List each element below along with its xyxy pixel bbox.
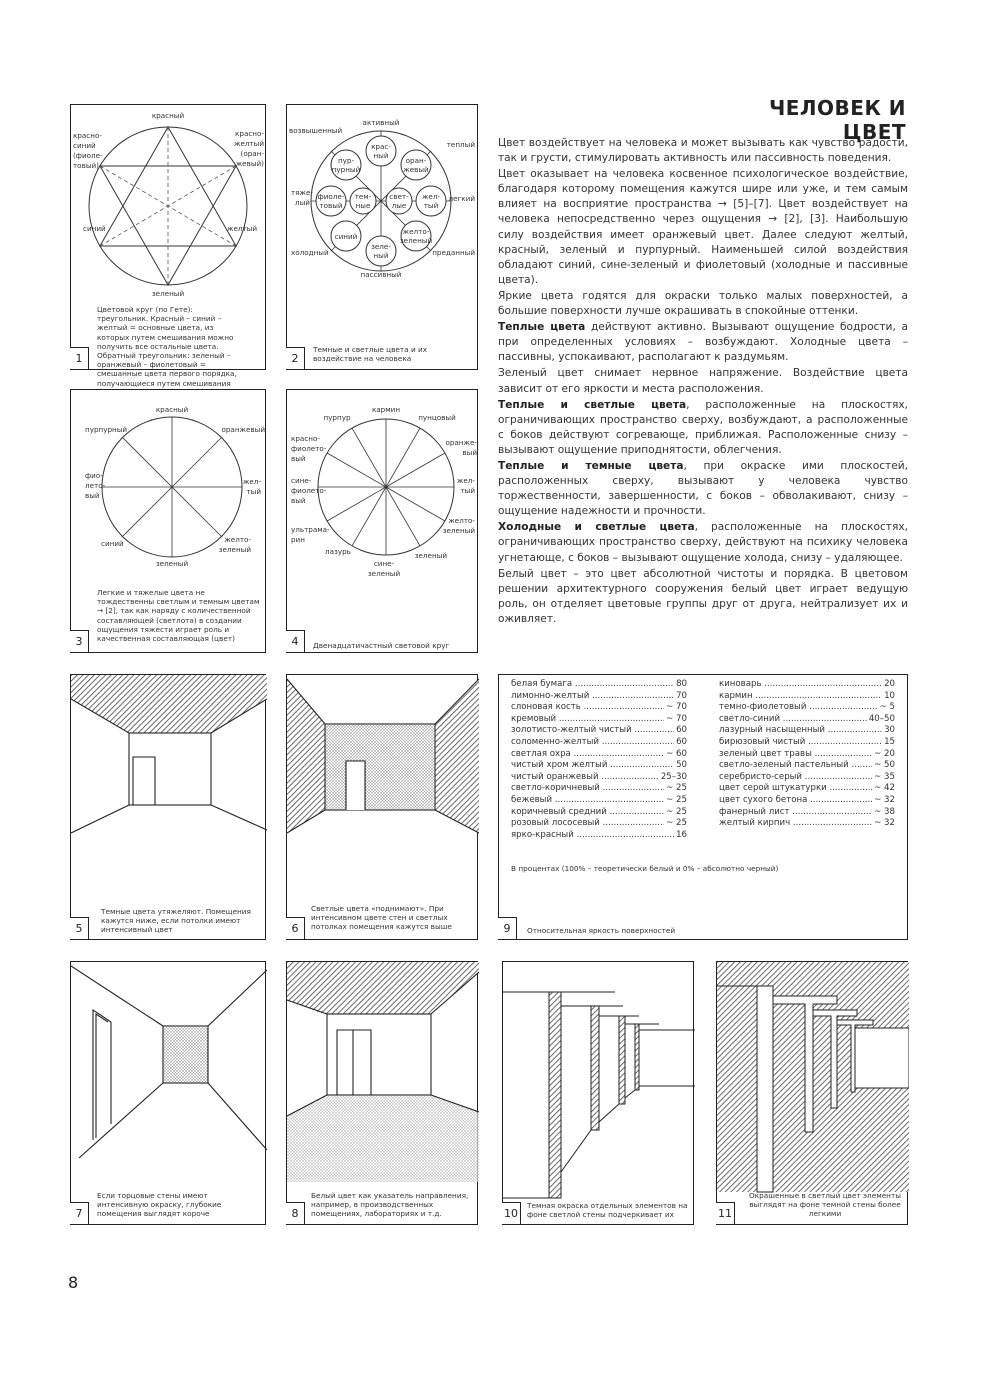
figure-8-white-direction-room bbox=[286, 961, 478, 1225]
svg-text:тем-: тем- bbox=[354, 192, 372, 201]
table-row: розовый лососевый ..... ~ 25 bbox=[511, 818, 687, 830]
table-row: желтый кирпич ..... ~ 32 bbox=[719, 818, 895, 830]
table-row: лимонно-желтый ..... 70 bbox=[511, 691, 687, 703]
twelve-part-circle bbox=[287, 390, 479, 654]
svg-text:пунцовый: пунцовый bbox=[418, 413, 456, 422]
figure-caption: Двенадцатичастный световой круг bbox=[313, 641, 450, 650]
table-row: темно-фиолетовый ..... ~ 5 bbox=[719, 702, 895, 714]
svg-text:лазурь: лазурь bbox=[325, 547, 351, 556]
table-row: киноварь ..... 20 bbox=[719, 679, 895, 691]
figure-9-relative-brightness bbox=[498, 674, 908, 940]
paragraph: Теплые и темные цвета, при окраске ими плоскостей, расположенных сверху, вызывают у человека чувство торжественности, завершенности, с боков – обволакивают, снизу – ощущение надежности и прочности. bbox=[498, 459, 908, 518]
figure-2-dark-light-colors bbox=[286, 104, 478, 370]
svg-text:зеленый: зеленый bbox=[367, 569, 401, 578]
svg-text:зеленый: зеленый bbox=[442, 526, 475, 535]
table-row: бежевый ..... ~ 25 bbox=[511, 795, 687, 807]
svg-text:красно-: красно- bbox=[291, 434, 320, 443]
svg-text:желто-: желто- bbox=[448, 516, 475, 525]
svg-text:пассивный: пассивный bbox=[360, 270, 402, 279]
svg-text:жевый: жевый bbox=[403, 165, 429, 174]
paragraph: Цвет оказывает на человека косвенное психологическое воздействие, благодаря которому помещения кажутся шире или уже, и тем самым влияет на восприятие пространства → [5]–[7]. Цвет воздействует на человека непосредственно через ощущения → [2], [3]. Наибольшую силу воздействия имеет оранжевый цвет. Далее следуют желтый, красный, зеленый и пурпурный. Наименьшей силой воздействия обладают синий, сине-зеленый и фиолетовый (холодные и пассивные цвета). bbox=[498, 168, 908, 286]
table-row: соломенно-желтый ..... 60 bbox=[511, 737, 687, 749]
table-row: светло-коричневый ..... ~ 25 bbox=[511, 783, 687, 795]
svg-text:ультрама-: ультрама- bbox=[291, 525, 330, 534]
table-row: белая бумага ..... 80 bbox=[511, 679, 687, 691]
figure-number: 7 bbox=[70, 1202, 89, 1225]
svg-text:теплый: теплый bbox=[446, 140, 475, 149]
figure-number: 2 bbox=[286, 347, 305, 370]
brightness-table-right bbox=[719, 679, 895, 830]
table-row: ярко-красный ..... 16 bbox=[511, 830, 687, 842]
figure-7-deep-room bbox=[70, 961, 266, 1225]
page-title: ЧЕЛОВЕК И ЦВЕТ bbox=[769, 96, 906, 144]
figure-number: 3 bbox=[70, 630, 89, 653]
table-row: цвет серой штукатурки ..... ~ 42 bbox=[719, 783, 895, 795]
room-perspective bbox=[287, 962, 479, 1226]
figure-caption: Темные и светлые цвета и их воздействие на человека bbox=[313, 345, 428, 364]
table-note: В процентах (100% – теоретически белый и 0% – абсолютно черный) bbox=[511, 864, 779, 873]
dark-light-diagram bbox=[287, 105, 479, 371]
svg-text:фио-: фио- bbox=[85, 471, 103, 480]
svg-text:желто-: желто- bbox=[224, 535, 251, 544]
svg-text:вый: вый bbox=[291, 454, 306, 463]
brightness-table-left bbox=[511, 679, 687, 841]
table-row: цвет сухого бетона ..... ~ 32 bbox=[719, 795, 895, 807]
svg-text:возвышенный: возвышенный bbox=[289, 126, 343, 135]
figure-4-twelve-part-circle bbox=[286, 389, 478, 653]
svg-text:(оран-: (оран- bbox=[240, 149, 264, 158]
room-perspective bbox=[71, 962, 267, 1226]
table-row: фанерный лист ..... ~ 38 bbox=[719, 807, 895, 819]
svg-text:жел-: жел- bbox=[242, 477, 261, 486]
svg-text:жел-: жел- bbox=[456, 476, 475, 485]
svg-text:жевый): жевый) bbox=[235, 159, 264, 168]
svg-text:вый: вый bbox=[291, 496, 306, 505]
figure-number: 6 bbox=[286, 917, 305, 940]
svg-text:пурпур: пурпур bbox=[323, 413, 351, 422]
svg-text:вый: вый bbox=[85, 491, 100, 500]
svg-text:свет-: свет- bbox=[389, 192, 409, 201]
figure-number: 8 bbox=[286, 1202, 305, 1225]
svg-text:рин: рин bbox=[291, 535, 305, 544]
paragraph: Цвет воздействует на человека и может вызывать как чувство радости, так и грусти, стимулировать активность или пассивность поведения. bbox=[498, 137, 908, 165]
figure-6-light-ceiling-room bbox=[286, 674, 478, 940]
svg-text:пурный: пурный bbox=[331, 165, 361, 174]
table-row: светлая охра ..... ~ 60 bbox=[511, 749, 687, 761]
paragraph: Теплые цвета действуют активно. Вызывают ощущение бодрости, а при определенных условиях – возбуждают. Холодные цвета – пассивны, успокаивают, располагают к раздумьям. bbox=[498, 321, 908, 364]
figure-number: 10 bbox=[502, 1202, 521, 1225]
label-blue: синий bbox=[83, 224, 106, 233]
svg-text:товый: товый bbox=[319, 201, 343, 210]
room-perspective bbox=[287, 675, 479, 941]
svg-text:(фиоле-: (фиоле- bbox=[73, 151, 103, 160]
svg-text:ный: ный bbox=[373, 251, 389, 260]
room-perspective bbox=[71, 675, 267, 941]
figure-3-light-heavy-colors bbox=[70, 389, 266, 653]
svg-text:оранже-: оранже- bbox=[445, 438, 477, 447]
svg-text:зеле-: зеле- bbox=[371, 242, 391, 251]
svg-text:фиолето-: фиолето- bbox=[291, 444, 327, 453]
svg-text:зеленый: зеленый bbox=[155, 559, 189, 568]
svg-text:пур-: пур- bbox=[337, 156, 355, 165]
corridor-perspective bbox=[717, 962, 909, 1226]
paragraph: Зеленый цвет снимает нервное напряжение. Воздействие цвета зависит от его яркости и места расположения. bbox=[498, 367, 908, 395]
svg-text:тый: тый bbox=[460, 486, 475, 495]
table-row: зеленый цвет травы ..... ~ 20 bbox=[719, 749, 895, 761]
figure-caption: Окрашенные в светлый цвет элементы выглядят на фоне темной стены более легкими bbox=[749, 1191, 901, 1219]
figure-caption: Темная окраска отдельных элементов на фоне светлой стены подчеркивает их bbox=[527, 1201, 688, 1220]
svg-text:фиоле-: фиоле- bbox=[317, 192, 345, 201]
svg-text:активный: активный bbox=[362, 118, 400, 127]
svg-text:преданный: преданный bbox=[432, 248, 475, 257]
paragraph: Теплые и светлые цвета, расположенные на плоскостях, ограничивающих пространство сверху, возбуждают, а расположенные с боков действуют согревающе, приближая. Расположенные снизу – вызывают ощущение приподнятости, облегчения. bbox=[498, 398, 908, 456]
svg-text:тый: тый bbox=[423, 201, 439, 210]
svg-text:холодный: холодный bbox=[291, 248, 329, 257]
table-row: чистый оранжевый ..... 25–30 bbox=[511, 772, 687, 784]
svg-text:желтый: желтый bbox=[233, 139, 264, 148]
figure-1-goethe-color-circle bbox=[70, 104, 266, 388]
svg-text:оран-: оран- bbox=[405, 156, 427, 165]
svg-text:красно-: красно- bbox=[235, 129, 264, 138]
svg-text:зеленый: зеленый bbox=[414, 551, 447, 560]
table-row: лазурный насыщенный ..... 30 bbox=[719, 725, 895, 737]
svg-text:лый: лый bbox=[295, 198, 310, 207]
figure-caption: Светлые цвета «поднимают». При интенсивном цвете стен и светлых потолках помещения кажутся выше bbox=[311, 904, 452, 932]
svg-text:вый: вый bbox=[462, 448, 477, 457]
label-red: красный bbox=[151, 111, 185, 120]
table-row: светло-зеленый пастельный ..... ~ 50 bbox=[719, 760, 895, 772]
svg-text:крас-: крас- bbox=[371, 142, 391, 151]
figure-number: 11 bbox=[716, 1202, 735, 1225]
svg-text:сине-: сине- bbox=[373, 559, 395, 568]
figure-number: 5 bbox=[70, 917, 89, 940]
svg-text:пурпурный: пурпурный bbox=[85, 425, 128, 434]
table-row: чистый хром желтый ..... 50 bbox=[511, 760, 687, 772]
svg-text:синий: синий bbox=[334, 232, 358, 241]
svg-text:лето-: лето- bbox=[85, 481, 106, 490]
figure-caption: Если торцовые стены имеют интенсивную окраску, глубокие помещения выглядят короче bbox=[97, 1191, 222, 1219]
figure-caption: Относительная яркость поверхностей bbox=[527, 926, 676, 935]
svg-text:оранжевый: оранжевый bbox=[221, 425, 265, 434]
figure-11-light-elements bbox=[716, 961, 908, 1225]
svg-text:сине-: сине- bbox=[291, 476, 312, 485]
table-row: слоновая кость ..... ~ 70 bbox=[511, 702, 687, 714]
svg-text:кармин: кармин bbox=[371, 405, 401, 414]
svg-text:красно-: красно- bbox=[73, 131, 102, 140]
svg-text:тый: тый bbox=[246, 487, 261, 496]
svg-text:зеленый: зеленый bbox=[399, 236, 433, 245]
figure-5-dark-ceiling-room bbox=[70, 674, 266, 940]
table-row: золотисто-желтый чистый ..... 60 bbox=[511, 725, 687, 737]
label-yellow: желтый bbox=[226, 224, 257, 233]
table-row: коричневый средний ..... ~ 25 bbox=[511, 807, 687, 819]
svg-text:красный: красный bbox=[155, 405, 189, 414]
article-body bbox=[498, 136, 908, 628]
svg-text:синий: синий bbox=[101, 539, 124, 548]
table-row: серебристо-серый ..... ~ 35 bbox=[719, 772, 895, 784]
svg-text:зеленый: зеленый bbox=[218, 545, 251, 554]
table-row: светло-синий ..... 40–50 bbox=[719, 714, 895, 726]
paragraph: Холодные и светлые цвета, расположенные на плоскостях, ограничивающих пространство сверху, действуют на психику человека угнетающе, с боков – вызывают ощущение холода, снизу – удаляющее. bbox=[498, 521, 908, 564]
table-row: кармин ..... 10 bbox=[719, 691, 895, 703]
page-number: 8 bbox=[68, 1273, 79, 1292]
svg-text:синий: синий bbox=[73, 141, 96, 150]
svg-text:легкий: легкий bbox=[448, 194, 475, 203]
figure-number: 1 bbox=[70, 347, 89, 370]
paragraph: Белый цвет – это цвет абсолютной чистоты и порядка. В цветовом решении архитектурного сооружения белый цвет играет ведущую роль, он отделяет цветовые группы друг от друга, нейтрализует их и оживляет. bbox=[498, 567, 908, 625]
label-green: зеленый bbox=[151, 289, 185, 298]
svg-text:тяже-: тяже- bbox=[291, 188, 314, 197]
svg-text:товый): товый) bbox=[73, 161, 99, 170]
figure-number: 9 bbox=[498, 917, 517, 940]
figure-number: 4 bbox=[286, 630, 305, 653]
table-row: кремовый ..... ~ 70 bbox=[511, 714, 687, 726]
paragraph: Яркие цвета годятся для окраски только малых поверхностей, а большие поверхности лучше окрашивать в спокойные оттенки. bbox=[498, 289, 908, 318]
figure-caption: Легкие и тяжелые цвета не тождественны светлым и темным цветам → [2], так как наряду с количественной составляющей (светлота) в создании ощущения тяжести играет роль и качественная составляющая (цвет) bbox=[97, 588, 260, 644]
figure-caption: Белый цвет как указатель направления, например, в производственных помещениях, лабораториях и т.д. bbox=[311, 1191, 469, 1219]
figure-caption: Цветовой круг (по Гете): треугольник. Красный – синий – желтый = основные цвета, из которых путем смешивания можно получить все остальные цвета. Обратный треугольник: зеленый – оранжевый – фиолетовый = смешанные цвета первого порядка, получающиеся путем смешивания bbox=[97, 305, 237, 388]
corridor-perspective bbox=[503, 962, 695, 1226]
svg-text:желто-: желто- bbox=[402, 227, 430, 236]
svg-text:лые: лые bbox=[391, 201, 407, 210]
figure-10-dark-elements bbox=[502, 961, 694, 1225]
svg-text:фиолето-: фиолето- bbox=[291, 486, 327, 495]
svg-text:ные: ные bbox=[355, 201, 371, 210]
svg-text:ный: ный bbox=[373, 151, 389, 160]
svg-text:жел-: жел- bbox=[421, 192, 441, 201]
figure-caption: Темные цвета утяжеляют. Помещения кажутся ниже, если потолки имеют интенсивный цвет bbox=[101, 907, 251, 935]
table-row: бирюзовый чистый ..... 15 bbox=[719, 737, 895, 749]
